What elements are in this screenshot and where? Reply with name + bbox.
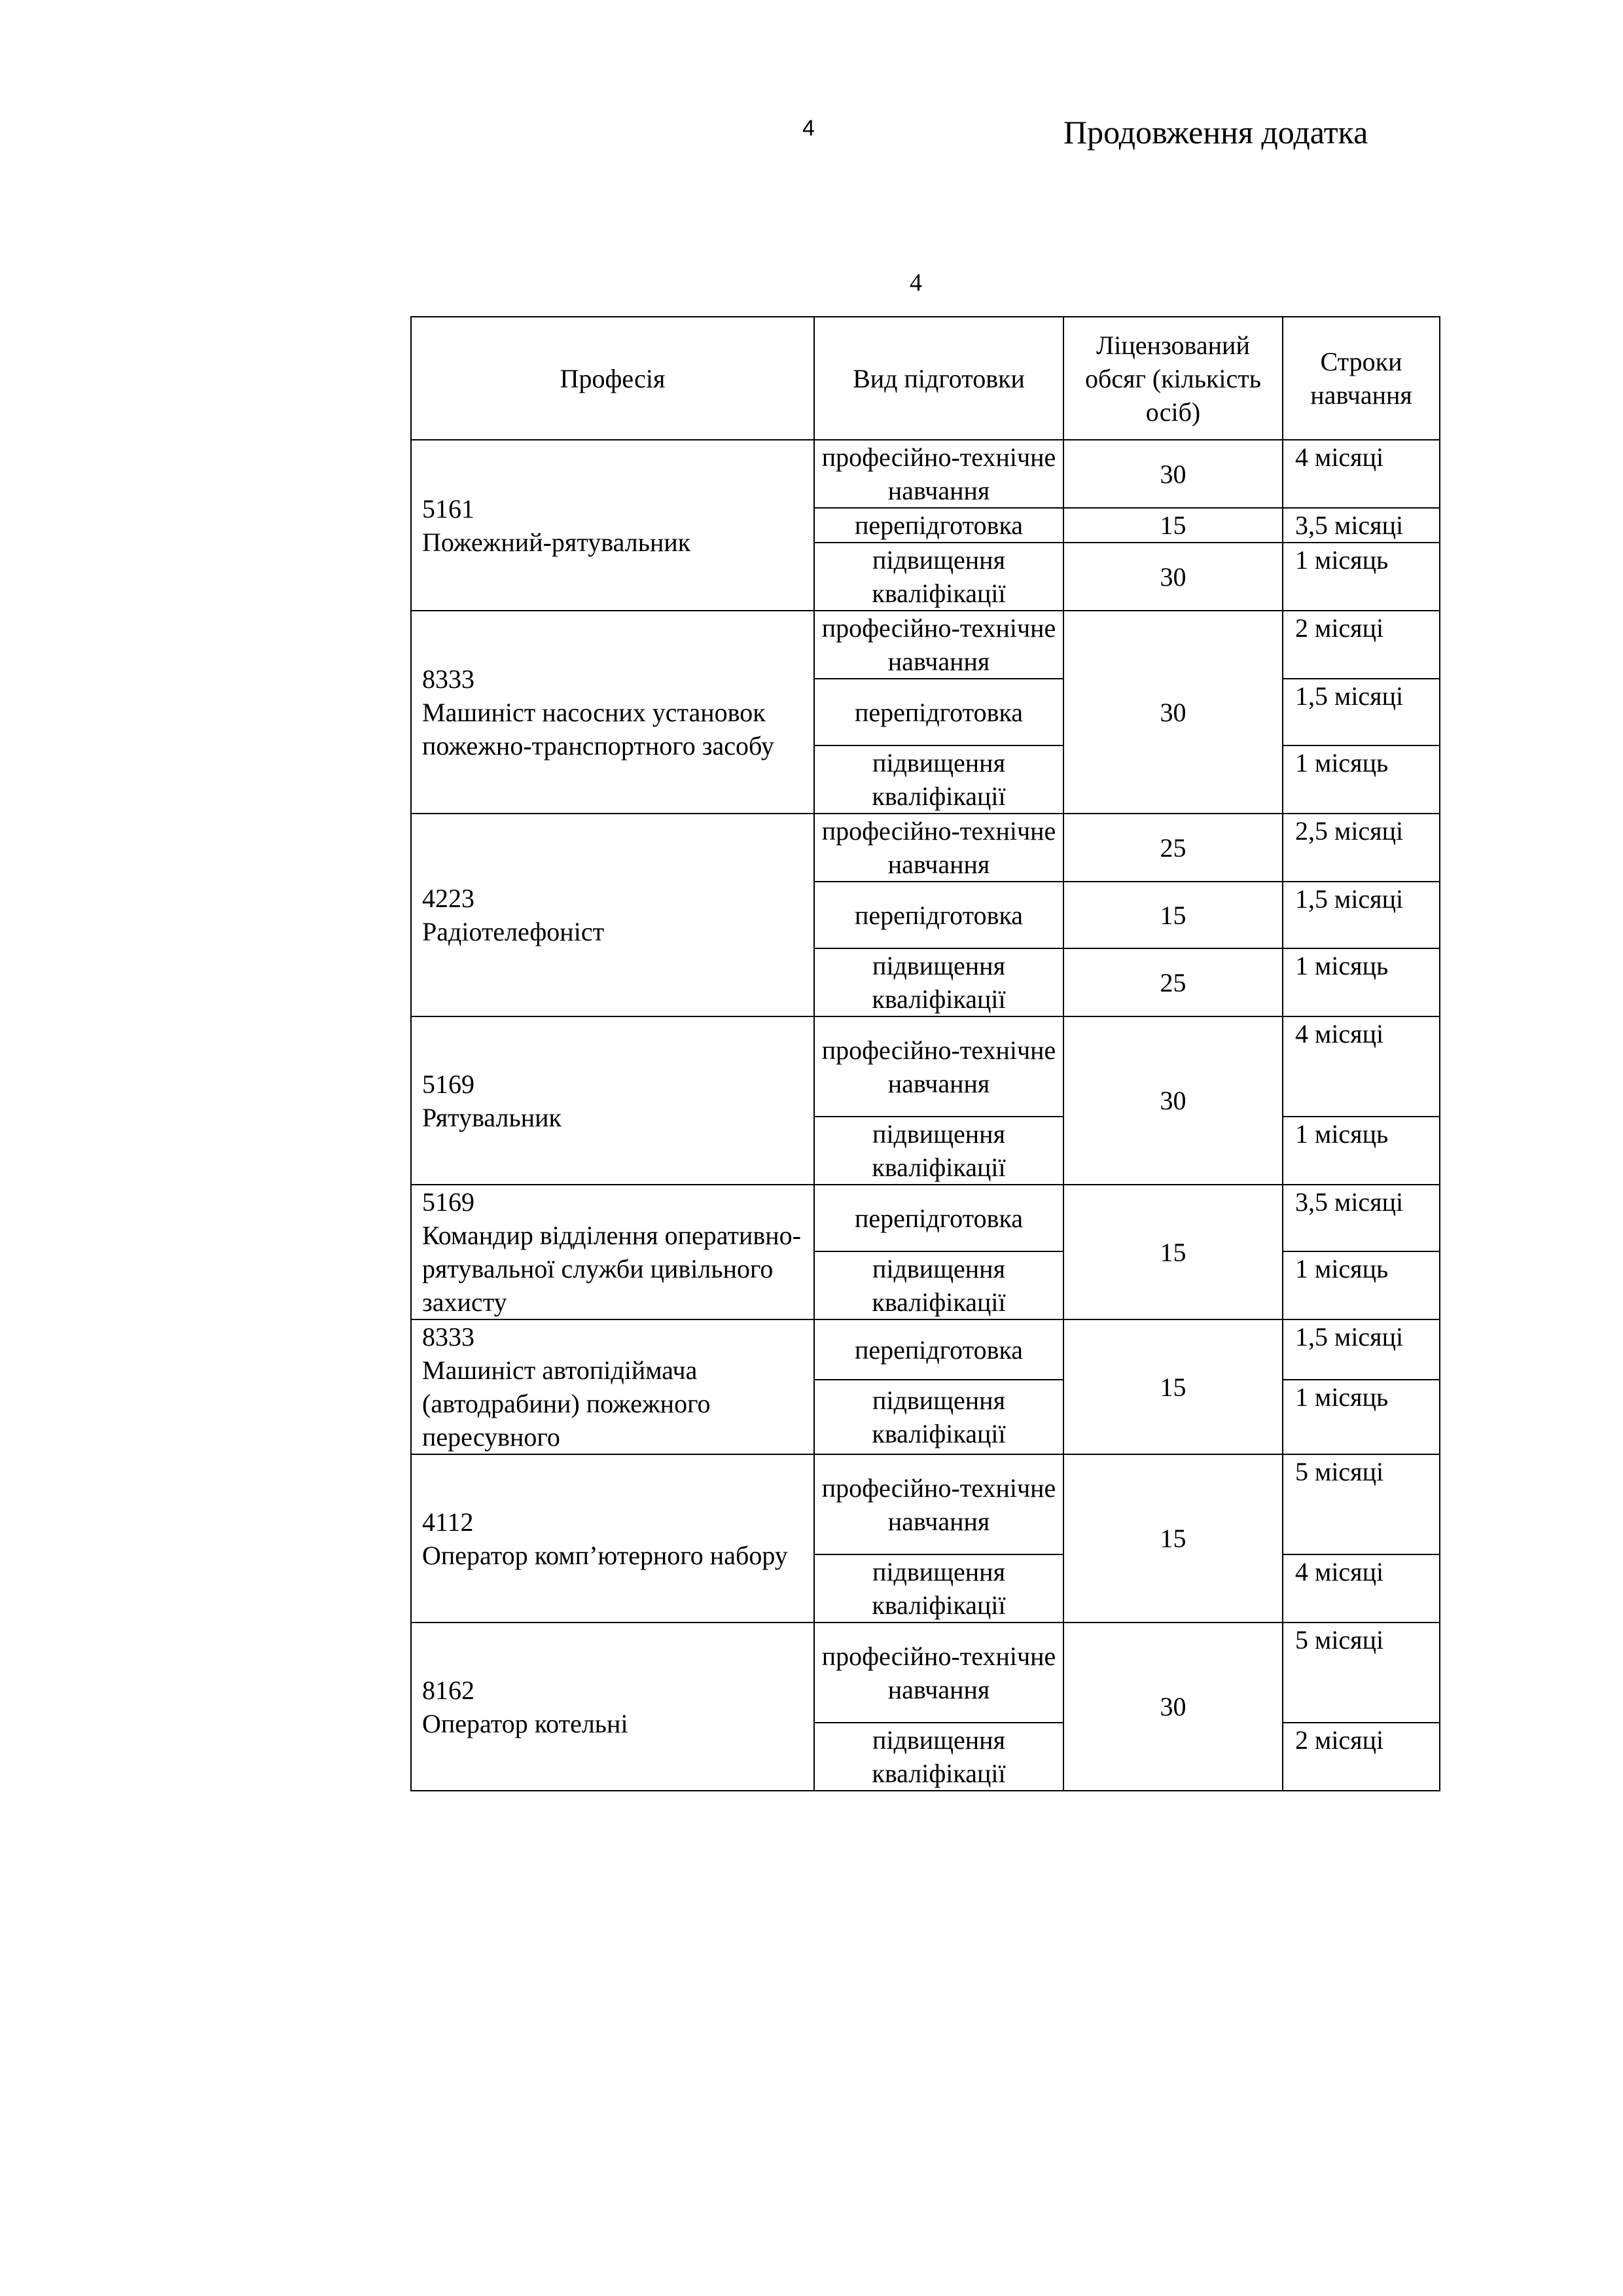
duration-cell: 1 місяць	[1283, 1117, 1440, 1185]
training-type-cell: підвищення кваліфікації	[814, 1380, 1063, 1454]
table-row	[411, 1319, 1440, 1380]
profession-code: 5169	[422, 1069, 474, 1099]
profession-code: 8333	[422, 1322, 474, 1352]
training-type-cell: підвищення кваліфікації	[814, 1554, 1063, 1623]
duration-cell: 1 місяць	[1283, 543, 1440, 611]
volume-cell: 25	[1063, 814, 1283, 882]
profession-name: Пожежний-рятувальник	[422, 527, 691, 557]
training-table	[410, 316, 1440, 1791]
training-type-cell: професійно-технічне навчання	[814, 611, 1063, 679]
duration-cell: 5 місяці	[1283, 1454, 1440, 1554]
duration-cell: 2,5 місяці	[1283, 814, 1440, 882]
continuation-label: Продовження додатка	[1063, 114, 1368, 151]
duration-cell: 1 місяць	[1283, 1251, 1440, 1319]
duration-cell: 1,5 місяці	[1283, 882, 1440, 948]
training-type-cell: професійно-технічне навчання	[814, 1454, 1063, 1554]
profession-name: Командир відділення оперативно-рятувальної служби цивільного захисту	[422, 1221, 802, 1317]
profession-cell	[411, 611, 814, 814]
duration-cell: 1 місяць	[1283, 1380, 1440, 1454]
profession-cell	[411, 440, 814, 611]
table-row	[411, 611, 1440, 679]
volume-cell: 25	[1063, 948, 1283, 1016]
page-number-mid: 4	[910, 269, 922, 296]
duration-cell: 4 місяці	[1283, 1554, 1440, 1623]
training-type-cell: професійно-технічне навчання	[814, 440, 1063, 508]
table-header-row	[411, 317, 1440, 440]
training-type-cell: професійно-технічне навчання	[814, 814, 1063, 882]
duration-cell: 1 місяць	[1283, 745, 1440, 814]
table-row	[411, 1016, 1440, 1117]
volume-cell: 15	[1063, 1454, 1283, 1623]
table-row	[411, 1185, 1440, 1251]
volume-cell: 30	[1063, 611, 1283, 814]
table-row	[411, 1454, 1440, 1554]
header-duration: Строки навчання	[1283, 317, 1440, 440]
training-type-cell: підвищення кваліфікації	[814, 543, 1063, 611]
volume-cell: 30	[1063, 1623, 1283, 1791]
duration-cell: 1 місяць	[1283, 948, 1440, 1016]
page-number-top: 4	[802, 116, 815, 141]
volume-cell: 15	[1063, 1185, 1283, 1319]
training-type-cell: перепідготовка	[814, 1185, 1063, 1251]
duration-cell: 2 місяці	[1283, 1723, 1440, 1791]
profession-name: Машиніст автопідіймача (автодрабини) пожежного пересувного	[422, 1355, 711, 1452]
profession-cell	[411, 814, 814, 1016]
profession-code: 4112	[422, 1507, 474, 1537]
profession-name: Оператор котельні	[422, 1708, 628, 1738]
profession-name: Рятувальник	[422, 1102, 562, 1132]
training-type-cell: підвищення кваліфікації	[814, 1251, 1063, 1319]
profession-code: 5161	[422, 493, 474, 524]
training-type-cell: перепідготовка	[814, 882, 1063, 948]
header-training-type: Вид підготовки	[814, 317, 1063, 440]
volume-cell: 15	[1063, 1319, 1283, 1454]
profession-code: 8162	[422, 1675, 474, 1705]
training-type-cell: підвищення кваліфікації	[814, 745, 1063, 814]
profession-code: 4223	[422, 884, 474, 913]
training-type-cell: перепідготовка	[814, 679, 1063, 745]
volume-cell: 30	[1063, 543, 1283, 611]
table-row	[411, 440, 1440, 508]
profession-name: Машиніст насосних установок пожежно-транспортного засобу	[422, 697, 774, 761]
volume-cell: 15	[1063, 508, 1283, 543]
duration-cell: 1,5 місяці	[1283, 679, 1440, 745]
duration-cell: 1,5 місяці	[1283, 1319, 1440, 1380]
table-row	[411, 814, 1440, 882]
training-type-cell: професійно-технічне навчання	[814, 1623, 1063, 1723]
profession-cell	[411, 1319, 814, 1454]
volume-cell: 30	[1063, 1016, 1283, 1185]
profession-name: Оператор комп’ютерного набору	[422, 1540, 788, 1570]
duration-cell: 4 місяці	[1283, 440, 1440, 508]
duration-cell: 3,5 місяці	[1283, 508, 1440, 543]
training-type-cell: підвищення кваліфікації	[814, 1117, 1063, 1185]
volume-cell: 15	[1063, 882, 1283, 948]
duration-cell: 3,5 місяці	[1283, 1185, 1440, 1251]
duration-cell: 4 місяці	[1283, 1016, 1440, 1117]
volume-cell: 30	[1063, 440, 1283, 508]
training-type-cell: перепідготовка	[814, 1319, 1063, 1380]
training-type-cell: перепідготовка	[814, 508, 1063, 543]
profession-code: 8333	[422, 664, 474, 694]
profession-cell	[411, 1185, 814, 1319]
training-type-cell: підвищення кваліфікації	[814, 1723, 1063, 1791]
table-row	[411, 1623, 1440, 1723]
profession-cell	[411, 1623, 814, 1791]
profession-cell	[411, 1016, 814, 1185]
profession-name: Радіотелефоніст	[422, 917, 605, 946]
header-profession: Професія	[411, 317, 814, 440]
profession-code: 5169	[422, 1187, 474, 1217]
header-licensed-volume: Ліцензований обсяг (кількість осіб)	[1063, 317, 1283, 440]
training-type-cell: професійно-технічне навчання	[814, 1016, 1063, 1117]
training-type-cell: підвищення кваліфікації	[814, 948, 1063, 1016]
profession-cell	[411, 1454, 814, 1623]
duration-cell: 2 місяці	[1283, 611, 1440, 679]
duration-cell: 5 місяці	[1283, 1623, 1440, 1723]
